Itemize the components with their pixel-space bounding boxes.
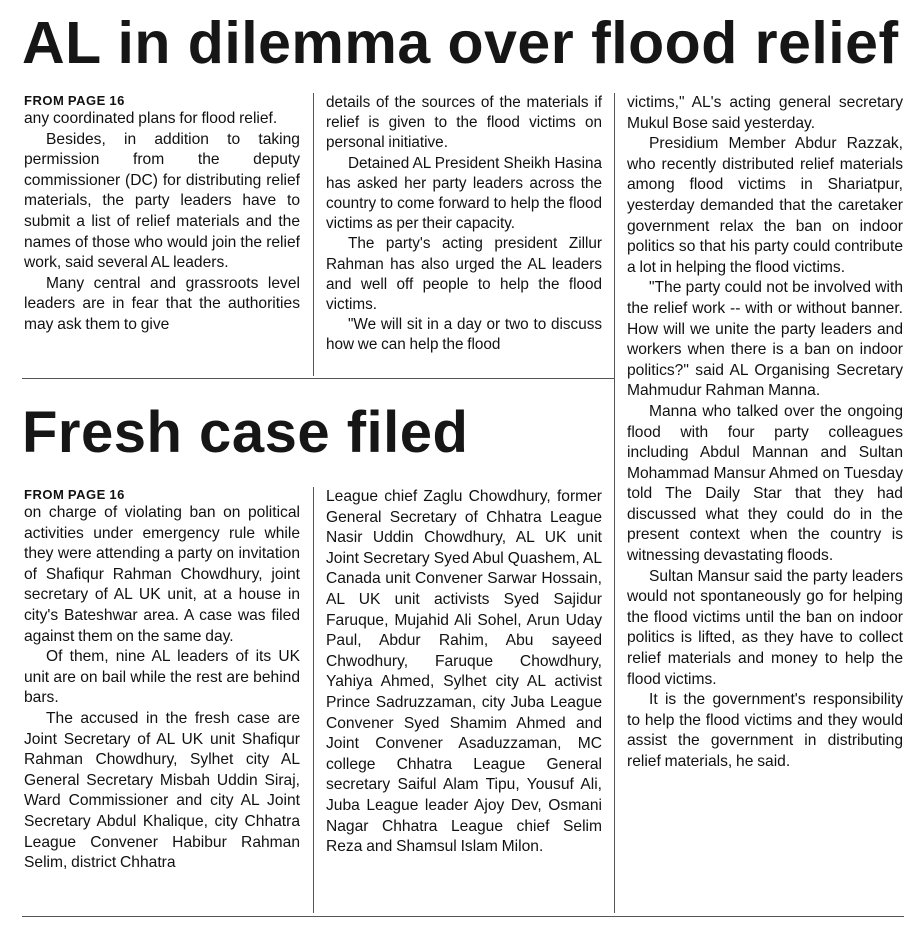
paragraph: Manna who talked over the ongoing flood with four party colleagues including Abdul Mannan and Sultan Mohammad Mansur Ahmed on Tuesday told The Daily Star that they had discussed what they could do in the present context when the country is witnessing devastating floods. bbox=[627, 402, 903, 565]
from-page-label: FROM PAGE 16 bbox=[24, 93, 125, 108]
paragraph: The accused in the fresh case are Joint Secretary of AL UK unit Shafiqur Rahman Chowdhury, Sylhet city AL General Secretary Misbah Uddin Siraj, Ward Commissioner and city AL Joint Secretary Abdul Khalique, city Chhatra League Convener Habibur Rahman Selim, district Chhatra bbox=[24, 709, 300, 872]
from-page-label: FROM PAGE 16 bbox=[24, 487, 125, 502]
story2-column-2 bbox=[326, 487, 602, 858]
story2-column-1 bbox=[24, 487, 300, 874]
paragraph: victims," AL's acting general secretary Mukul Bose said yesterday. bbox=[627, 94, 903, 132]
paragraph: It is the government's responsibility to help the flood victims and they would assist the government in distributing relief materials, he said. bbox=[627, 691, 903, 770]
paragraph: Many central and grassroots level leaders are in fear that the authorities may ask them to give bbox=[24, 274, 300, 333]
story1-column-2 bbox=[326, 93, 602, 356]
paragraph: League chief Zaglu Chowdhury, former General Secretary of Chhatra League Nasir Uddin Chowdhury, AL UK unit Joint Secretary Syed Abul Quashem, AL Canada unit Convener Sarwar Hossain, AL UK unit activists Syed Sajidur Faruque, Mujahid Ali Sohel, Arun Uday Paul, Abdur Rahim, Abu sayeed Chwodhury, Faruque Chowdhury, Yahiya Ahmed, Sylhet city AL activist Prince Sadruzzaman, city Juba League Convener Syed Shamim Ahmed and Joint Convener Asaduzzaman, MC college Chhatra League General secretary Saiful Alam Tipu, Yousuf Ali, Juba League leader Ajoy Dev, Osmani Nagar Chhatra League chief Selim Reza and Shamsul Islam Milon. bbox=[326, 488, 602, 856]
paragraph: details of the sources of the materials if relief is given to the flood victims on personal initiative. bbox=[326, 94, 602, 152]
column-divider bbox=[614, 93, 615, 913]
paragraph: The party's acting president Zillur Rahman has also urged the AL leaders and well off people to help the flood victims. bbox=[326, 235, 602, 314]
paragraph: any coordinated plans for flood relief. bbox=[24, 110, 278, 127]
paragraph: Presidium Member Abdur Razzak, who recently distributed relief materials among flood victims in Shariatpur, yesterday demanded that the caretaker government relax the ban on indoor politics so that his party could contribute a lot in helping the flood victims. bbox=[627, 135, 903, 276]
story-divider bbox=[22, 378, 614, 379]
headline-fresh-case: Fresh case filed bbox=[22, 400, 469, 465]
paragraph: Besides, in addition to taking permission from the deputy commissioner (DC) for distributing relief materials, the party leaders have to submit a list of relief materials and the names of those who would join the relief work, said several AL leaders. bbox=[24, 130, 300, 272]
column-divider bbox=[313, 93, 314, 376]
story1-column-3 bbox=[627, 93, 903, 773]
column-divider bbox=[313, 487, 314, 913]
bottom-rule bbox=[22, 916, 904, 917]
headline-flood-relief: AL in dilemma over flood relief bbox=[22, 10, 899, 76]
paragraph: on charge of violating ban on political activities under emergency rule while they were attending a party on invitation of Shafiqur Rahman Chowdhury, joint secretary of AL UK unit, at a house in city's Bateshwar area. A case was filed against them on the same day. bbox=[24, 504, 300, 645]
paragraph: Of them, nine AL leaders of its UK unit are on bail while the rest are behind bars. bbox=[24, 648, 300, 707]
paragraph: "We will sit in a day or two to discuss how we can help the flood bbox=[326, 316, 602, 354]
paragraph: "The party could not be involved with the relief work -- with or without banner. How will we unite the party leaders and workers when there is a ban on indoor politics?" said AL Organising Secretary Mahmudur Rahman Manna. bbox=[627, 279, 903, 400]
paragraph: Sultan Mansur said the party leaders would not spontaneously go for helping the flood victims until the ban on indoor politics is lifted, as they have to collect relief materials and money to help the flood victims. bbox=[627, 567, 903, 688]
story1-column-1 bbox=[24, 93, 300, 336]
paragraph: Detained AL President Sheikh Hasina has asked her party leaders across the country to come forward to help the flood victims as per their capacity. bbox=[326, 154, 602, 233]
